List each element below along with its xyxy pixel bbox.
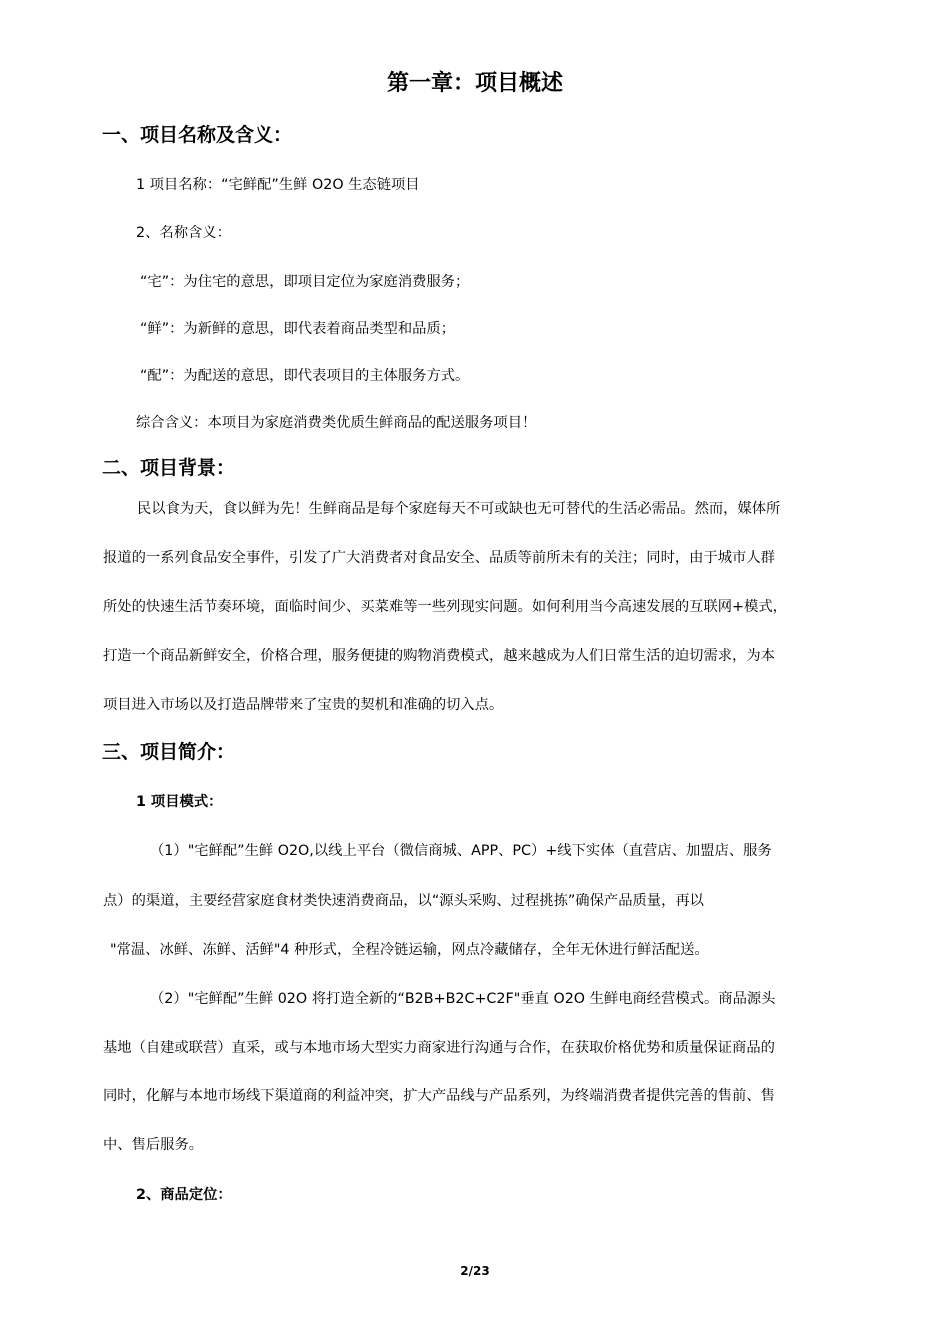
paragraph-line: （1）"宅鲜配”生鲜 O2O,以线上平台（微信商城、APP、PC）+线下实体（直营店、加盟店、服务	[150, 843, 772, 859]
paragraph-line: 基地（自建或联营）直采，或与本地市场大型实力商家进行沟通与合作，在获取价格优势和质量保证商品的	[103, 1040, 775, 1056]
paragraph-line: 项目进入市场以及打造品牌带来了宝贵的契机和准确的切入点。	[103, 697, 504, 713]
paragraph-line: 综合含义：本项目为家庭消费类优质生鲜商品的配送服务项目！	[136, 415, 537, 431]
chapter-title: 第一章：项目概述	[386, 71, 563, 96]
paragraph-line: 所处的快速生活节奏环境，面临时间少、买菜难等一些列现实问题。如何利用当今高速发展的互联网+模式，	[103, 599, 787, 615]
subheading: 1 项目模式：	[136, 794, 223, 810]
paragraph-line: 同时，化解与本地市场线下渠道商的利益冲突，扩大产品线与产品系列，为终端消费者提供完善的售前、售	[103, 1088, 775, 1104]
paragraph-line: “鲜”：为新鲜的意思，即代表着商品类型和品质；	[140, 321, 456, 337]
paragraph-line: 民以食为天，食以鲜为先！生鲜商品是每个家庭每天不可或缺也无可替代的生活必需品。然而，媒体所	[137, 501, 781, 517]
page-number: 2/23	[460, 1264, 490, 1278]
section-heading: 二、项目背景：	[102, 457, 236, 479]
paragraph-line: “宅”：为住宅的意思，即项目定位为家庭消费服务；	[140, 274, 470, 290]
paragraph-line: 打造一个商品新鲜安全，价格合理，服务便捷的购物消费模式，越来越成为人们日常生活的迫切需求，为本	[103, 648, 775, 664]
paragraph-line: 1 项目名称：“宅鲜配”生鲜 O2O 生态链项目	[136, 177, 420, 193]
section-heading: 三、项目简介：	[102, 741, 236, 763]
paragraph-line: 中、售后服务。	[103, 1137, 204, 1153]
paragraph-line: 2、名称含义：	[136, 225, 231, 241]
section-heading: 一、项目名称及含义：	[102, 124, 293, 146]
paragraph-line: 点）的渠道，主要经营家庭食材类快速消费商品，以“源头采购、过程挑拣”确保产品质量，再以	[103, 893, 704, 909]
paragraph-line: "常温、冰鲜、冻鲜、活鲜"4 种形式，全程冷链运输，网点冷藏储存，全年无休进行鲜活配送。	[110, 942, 709, 958]
paragraph-line: “配”：为配送的意思，即代表项目的主体服务方式。	[140, 368, 470, 384]
subheading: 2、商品定位：	[136, 1187, 232, 1203]
paragraph-line: （2）"宅鲜配”生鲜 02O 将打造全新的“B2B+B2C+C2F"垂直 O2O 生鲜电商经营模式。商品源头	[150, 991, 776, 1007]
paragraph-line: 报道的一系列食品安全事件，引发了广大消费者对食品安全、品质等前所未有的关注；同时，由于城市人群	[103, 550, 775, 566]
